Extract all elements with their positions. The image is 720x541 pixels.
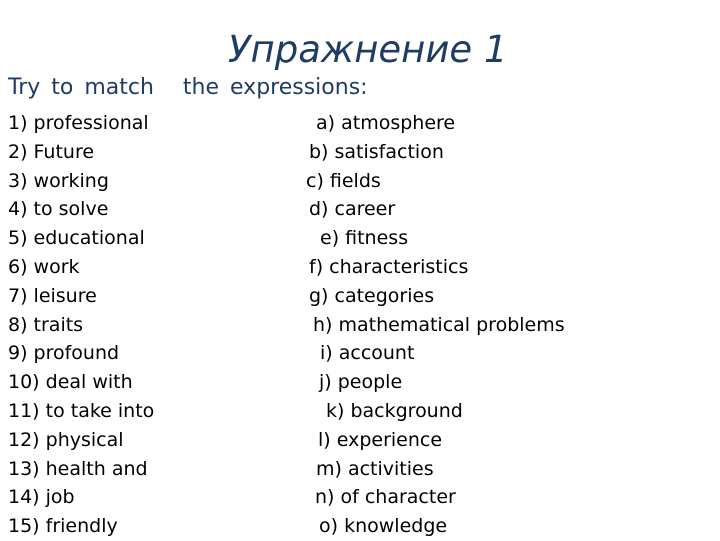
slide-title: Упражнение 1 xyxy=(228,28,508,71)
right-item: m) activities xyxy=(316,457,434,480)
right-item: c) fields xyxy=(306,169,381,192)
instruction-part-2: the expressions: xyxy=(182,75,368,100)
left-item: 3) working xyxy=(8,169,109,192)
right-item: n) of character xyxy=(315,486,456,509)
right-item: o) knowledge xyxy=(319,515,448,538)
right-item: h) mathematical problems xyxy=(313,313,565,336)
right-item: l) experience xyxy=(318,428,443,451)
left-item: 15) friendly xyxy=(8,515,118,538)
right-item: f) characteristics xyxy=(309,255,469,278)
right-item: i) account xyxy=(320,342,415,365)
left-item: 1) professional xyxy=(8,112,149,134)
right-item: a) atmosphere xyxy=(316,112,456,134)
left-item: 14) job xyxy=(8,486,75,509)
left-item: 10) deal with xyxy=(8,371,133,394)
instruction-part-1: Try to match xyxy=(8,75,154,100)
right-item: k) background xyxy=(326,399,463,422)
left-item: 5) educational xyxy=(8,227,145,250)
right-item: g) categories xyxy=(309,284,435,307)
right-item: d) career xyxy=(309,198,396,221)
left-item: 8) traits xyxy=(8,313,84,336)
right-item: e) fitness xyxy=(320,227,409,250)
left-item: 13) health and xyxy=(8,457,148,480)
left-item: 4) to solve xyxy=(8,198,109,221)
left-item: 9) profound xyxy=(8,342,120,365)
left-item: 6) work xyxy=(8,255,80,278)
left-item: 7) leisure xyxy=(8,284,97,307)
left-expression-list xyxy=(8,109,154,541)
instruction xyxy=(8,75,368,100)
left-item: 12) physical xyxy=(8,428,124,451)
left-item: 11) to take into xyxy=(8,399,155,422)
right-item: j) people xyxy=(319,371,403,394)
right-item: b) satisfaction xyxy=(309,140,444,163)
left-item: 2) Future xyxy=(8,140,95,163)
